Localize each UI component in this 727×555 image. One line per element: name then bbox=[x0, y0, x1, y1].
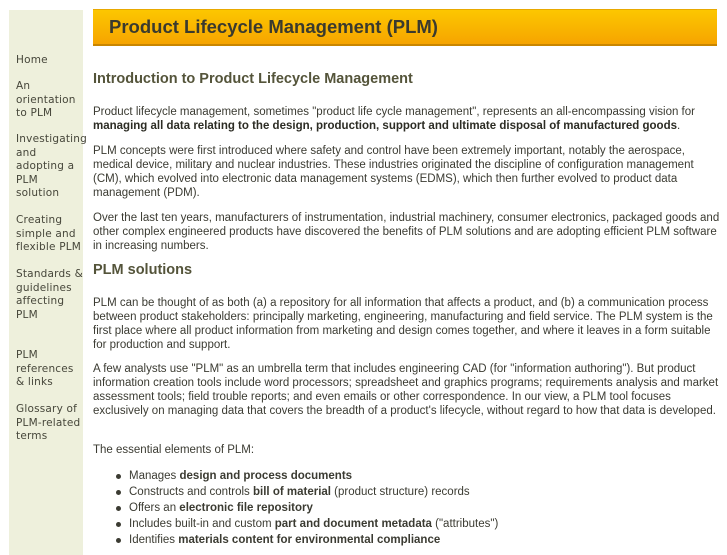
nav-link-home[interactable]: Home bbox=[16, 54, 48, 66]
intro-paragraph-3: Over the last ten years, manufacturers of instrumentation, industrial machinery, consumer electronics, packaged goods and other complex engineered products have discovered the benefits of PLM solutions and are adopting efficient PLM software in increasing numbers. bbox=[93, 212, 720, 252]
essential-elements-list bbox=[115, 468, 498, 548]
solutions-paragraph-1: PLM can be thought of as both (a) a repository for all information that affects a product, and (b) a communication process between product stakeholders: principally marketing, engineering, manufacturing and field service. The PLM system is the first place where all product information from marketing and design comes together, and where it leaves in a form suitable for production and support. bbox=[93, 297, 713, 351]
list-item: Constructs and controls bill of material (product structure) records bbox=[115, 484, 498, 500]
nav-link-creating[interactable]: Creating simple and flexible PLM bbox=[16, 214, 82, 253]
list-item: Offers an electronic file repository bbox=[115, 500, 498, 516]
page-title: Product Lifecycle Management (PLM) bbox=[109, 16, 438, 37]
solutions-heading: PLM solutions bbox=[93, 262, 193, 278]
page-banner bbox=[93, 9, 717, 46]
nav-link-investigating[interactable]: Investigating and adopting a PLM solution bbox=[16, 133, 87, 199]
intro-paragraph-1: Product lifecycle management, sometimes "product life cycle management", represents an all-encompassing vision for managing all data relating to the design, production, support and ultimate disposal of manufactured goods. bbox=[93, 106, 695, 132]
essential-elements-intro: The essential elements of PLM: bbox=[93, 444, 255, 456]
list-item: Manages design and process documents bbox=[115, 468, 498, 484]
intro-heading: Introduction to Product Lifecycle Management bbox=[93, 71, 413, 87]
list-item: Includes built-in and custom part and document metadata ("attributes") bbox=[115, 516, 498, 532]
solutions-paragraph-2: A few analysts use "PLM" as an umbrella term that includes engineering CAD (for "information authoring"). But product information creation tools include word processors; spreadsheet and graphics programs; requirements analysis and market assessment tools; field trouble reports; and even emails or other correspondence. In our view, a PLM tool focuses exclusively on managing data that covers the breadth of a product's lifecycle, without regard to how that data is developed. bbox=[93, 363, 719, 417]
nav-link-glossary[interactable]: Glossary of PLM-related terms bbox=[16, 403, 81, 442]
intro-emphasis: managing all data relating to the design, production, support and ultimate disposal of manufactured goods bbox=[93, 120, 677, 132]
nav-link-orientation[interactable]: An orientation to PLM bbox=[16, 80, 76, 119]
nav-link-references[interactable]: PLM references & links bbox=[16, 349, 74, 388]
nav-link-standards[interactable]: Standards & guidelines affecting PLM bbox=[16, 268, 83, 321]
intro-paragraph-2: PLM concepts were first introduced where safety and control have been extremely important, notably the aerospace, medical device, military and nuclear industries. These industries originated the discipline of configuration management (CM), which evolved into electronic data management systems (EDMS), which then further evolved to product data management (PDM). bbox=[93, 145, 694, 199]
list-item: Identifies materials content for environmental compliance bbox=[115, 532, 498, 548]
